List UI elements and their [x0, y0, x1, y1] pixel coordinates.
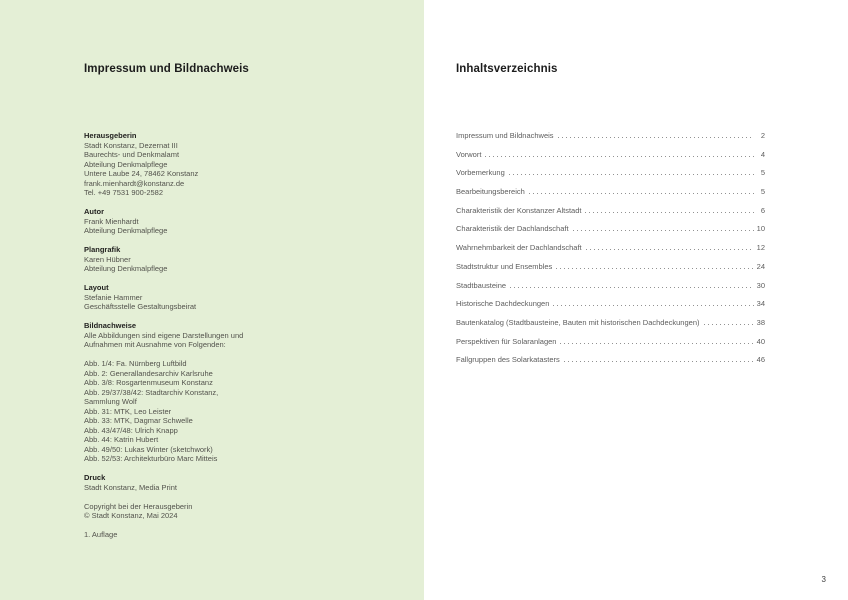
toc-leader-dots [586, 249, 754, 250]
toc-entry [456, 224, 765, 243]
section-lines [84, 331, 384, 350]
section-lines [84, 530, 384, 540]
section-line: Sammlung Wolf [84, 397, 137, 406]
toc-entry-page: 40 [756, 336, 765, 346]
section-heading: Druck [84, 473, 106, 482]
impressum-section [84, 207, 384, 236]
section-lines [84, 502, 384, 521]
section-line: Geschäftsstelle Gestaltungsbeirat [84, 302, 197, 311]
toc-entry-page: 6 [760, 205, 765, 215]
toc-entry-page: 24 [756, 261, 765, 271]
impressum-section [84, 502, 384, 521]
toc-entry [456, 281, 765, 300]
toc-leader-dots [510, 287, 754, 288]
section-line: Untere Laube 24, 78462 Konstanz [84, 169, 199, 178]
toc-entry-label: Vorbemerkung [456, 168, 505, 178]
toc-entry-page: 5 [760, 168, 765, 178]
toc-entry-label: Bautenkatalog (Stadtbausteine, Bauten mit historischen Dachdeckungen) [456, 317, 700, 327]
toc-entry-label: Perspektiven für Solaranlagen [456, 336, 557, 346]
page-number: 3 [821, 575, 826, 584]
toc-leader-dots [558, 137, 754, 138]
toc-entry [456, 206, 765, 225]
section-line: Stefanie Hammer [84, 292, 143, 302]
section-line: © Stadt Konstanz, Mai 2024 [84, 511, 178, 520]
toc-entry-label: Vorwort [456, 149, 482, 159]
toc-entry-label: Charakteristik der Dachlandschaft [456, 224, 569, 234]
impressum-section [84, 473, 384, 492]
toc-entry-label: Stadtbausteine [456, 280, 507, 290]
toc-leader-dots [573, 230, 754, 231]
toc-leader-dots [529, 193, 754, 194]
toc-entry-label: Fallgruppen des Solarkatasters [456, 355, 560, 365]
section-heading: Plangrafik [84, 245, 121, 254]
toc-entry-page: 34 [756, 299, 765, 309]
toc-entry-label: Bearbeitungsbereich [456, 187, 525, 197]
impressum-section [84, 283, 384, 312]
section-line: Frank Mienhardt [84, 216, 139, 226]
toc-entry-page: 30 [756, 280, 765, 290]
impressum-section [84, 359, 384, 464]
section-line: Abb. 29/37/38/42: Stadtarchiv Konstanz, [84, 387, 219, 397]
section-line: Abb. 43/47/48: Ulrich Knapp [84, 425, 178, 435]
toc-entry-label: Stadtstruktur und Ensembles [456, 261, 553, 271]
toc-entry-page: 5 [760, 187, 765, 197]
section-line: Abb. 52/53: Architekturbüro Marc Mitteis [84, 454, 218, 463]
toc-entry [456, 337, 765, 356]
impressum-title: Impressum und Bildnachweis [84, 63, 249, 75]
section-line: Abb. 31: MTK, Leo Leister [84, 406, 172, 416]
toc-leader-dots [556, 268, 753, 269]
toc-entry [456, 299, 765, 318]
impressum-section [84, 530, 384, 540]
section-line: Abteilung Denkmalpflege [84, 264, 168, 273]
section-line: Stadt Konstanz, Dezernat III [84, 140, 178, 150]
section-line: Abb. 2: Generallandesarchiv Karlsruhe [84, 368, 213, 378]
impressum-section [84, 245, 384, 274]
section-heading: Autor [84, 207, 104, 216]
toc-leader-dots [560, 343, 753, 344]
toc-entry [456, 262, 765, 281]
impressum-section [84, 321, 384, 350]
section-lines [84, 293, 384, 312]
section-line: 1. Auflage [84, 530, 118, 539]
section-lines [84, 483, 384, 493]
section-heading: Bildnachweise [84, 321, 137, 330]
toc-entry-page: 2 [760, 131, 765, 140]
impressum-section [84, 131, 384, 198]
section-line: Abb. 3/8: Rosgartenmuseum Konstanz [84, 378, 213, 387]
section-line: frank.mienhardt@konstanz.de [84, 178, 185, 188]
toc-entry-label: Impressum und Bildnachweis [456, 131, 554, 140]
section-line: Karen Hübner [84, 254, 131, 264]
section-lines [84, 141, 384, 198]
toc-entry-label: Charakteristik der Konstanzer Altstadt [456, 205, 582, 215]
toc-entry [456, 131, 765, 150]
toc-entry-label: Wahrnehmbarkeit der Dachlandschaft [456, 243, 582, 253]
toc-entry [456, 243, 765, 262]
section-heading: Layout [84, 283, 109, 292]
toc-leader-dots [553, 305, 753, 306]
section-line: Alle Abbildungen sind eigene Darstellungen und [84, 330, 244, 340]
toc-entry [456, 318, 765, 337]
section-line: Abb. 1/4: Fa. Nürnberg Luftbild [84, 359, 187, 368]
toc-entry [456, 187, 765, 206]
section-heading: Herausgeberin [84, 131, 137, 140]
section-line: Abteilung Denkmalpflege [84, 226, 168, 235]
section-lines [84, 255, 384, 274]
toc-page [424, 0, 848, 600]
section-lines [84, 217, 384, 236]
toc-entry [456, 355, 765, 374]
toc-title: Inhaltsverzeichnis [456, 63, 558, 75]
section-line: Abb. 33: MTK, Dagmar Schwelle [84, 416, 193, 425]
toc-leader-dots [585, 212, 754, 213]
section-line: Aufnahmen mit Ausnahme von Folgenden: [84, 340, 226, 349]
toc-leader-dots [704, 324, 754, 325]
impressum-sections [84, 131, 384, 540]
toc-leader-dots [564, 361, 754, 362]
section-line: Tel. +49 7531 900-2582 [84, 188, 164, 197]
toc-entry-page: 10 [756, 224, 765, 234]
section-line: Baurechts- und Denkmalamt [84, 150, 180, 159]
section-line: Stadt Konstanz, Media Print [84, 482, 177, 492]
section-line: Abteilung Denkmalpflege [84, 159, 168, 169]
section-line: Abb. 49/50: Lukas Winter (sketchwork) [84, 444, 213, 454]
toc-entry-page: 4 [760, 149, 765, 159]
toc-leader-dots [509, 174, 754, 175]
section-line: Abb. 44: Katrin Hubert [84, 435, 159, 444]
toc-entry [456, 168, 765, 187]
toc-leader-dots [485, 156, 754, 157]
toc-entry [456, 150, 765, 169]
toc-entry-page: 38 [756, 317, 765, 327]
toc-list [456, 131, 765, 374]
section-lines [84, 359, 384, 464]
toc-entry-page: 12 [756, 243, 765, 253]
toc-entry-page: 46 [756, 355, 765, 365]
section-line: Copyright bei der Herausgeberin [84, 501, 193, 511]
toc-entry-label: Historische Dachdeckungen [456, 299, 550, 309]
